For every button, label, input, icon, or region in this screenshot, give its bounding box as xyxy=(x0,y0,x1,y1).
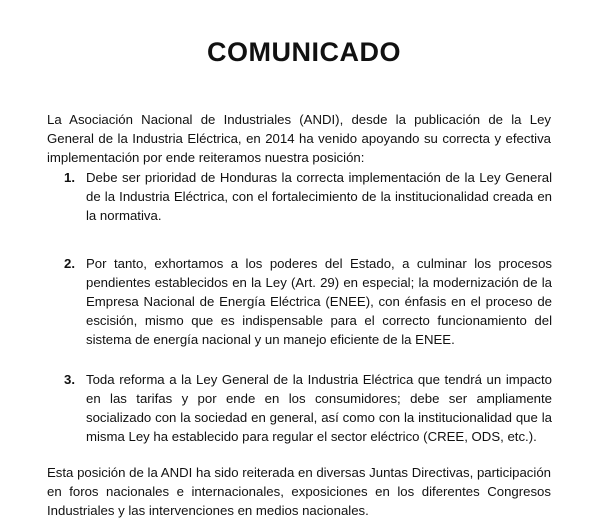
list-item-number: 1. xyxy=(64,170,75,185)
list-item-text: Toda reforma a la Ley General de la Industria Eléctrica que tendrá un impacto en las tarifas y por ende en los consumidores; debe ser ampliamente socializado con la sociedad en general, así como con la institucionalidad que la misma Ley ha establecido para regular el sector eléctrico (CREE, ODS, etc.). xyxy=(86,372,552,444)
list-item-number: 2. xyxy=(64,256,75,271)
list-item-text: Debe ser prioridad de Honduras la correcta implementación de la Ley General de la Industria Eléctrica, con el fortalecimiento de la institucionalidad creada en la normativa. xyxy=(86,170,552,223)
document-title: COMUNICADO xyxy=(207,37,401,67)
intro-paragraph: La Asociación Nacional de Industriales (ANDI), desde la publicación de la Ley General de la Industria Eléctrica, en 2014 ha venido apoyando su correcta y efectiva implementación por ende reiteramos nuestra posición: xyxy=(47,112,551,165)
closing-paragraph: Esta posición de la ANDI ha sido reiterada en diversas Juntas Directivas, participación en foros nacionales e internacionales, exposiciones en los diferentes Congresos Industriales y las intervenciones en medios nacionales. xyxy=(47,465,551,518)
list-item-number: 3. xyxy=(64,372,75,387)
list-item-text: Por tanto, exhortamos a los poderes del Estado, a culminar los procesos pendientes establecidos en la Ley (Art. 29) en especial; la modernización de la Empresa Nacional de Energía Eléctrica (ENEE), con énfasis en el proceso de escisión, mismo que es indispensable para el correcto funcionamiento del sistema de energía nacional y un manejo eficiente de la ENEE. xyxy=(86,256,552,347)
